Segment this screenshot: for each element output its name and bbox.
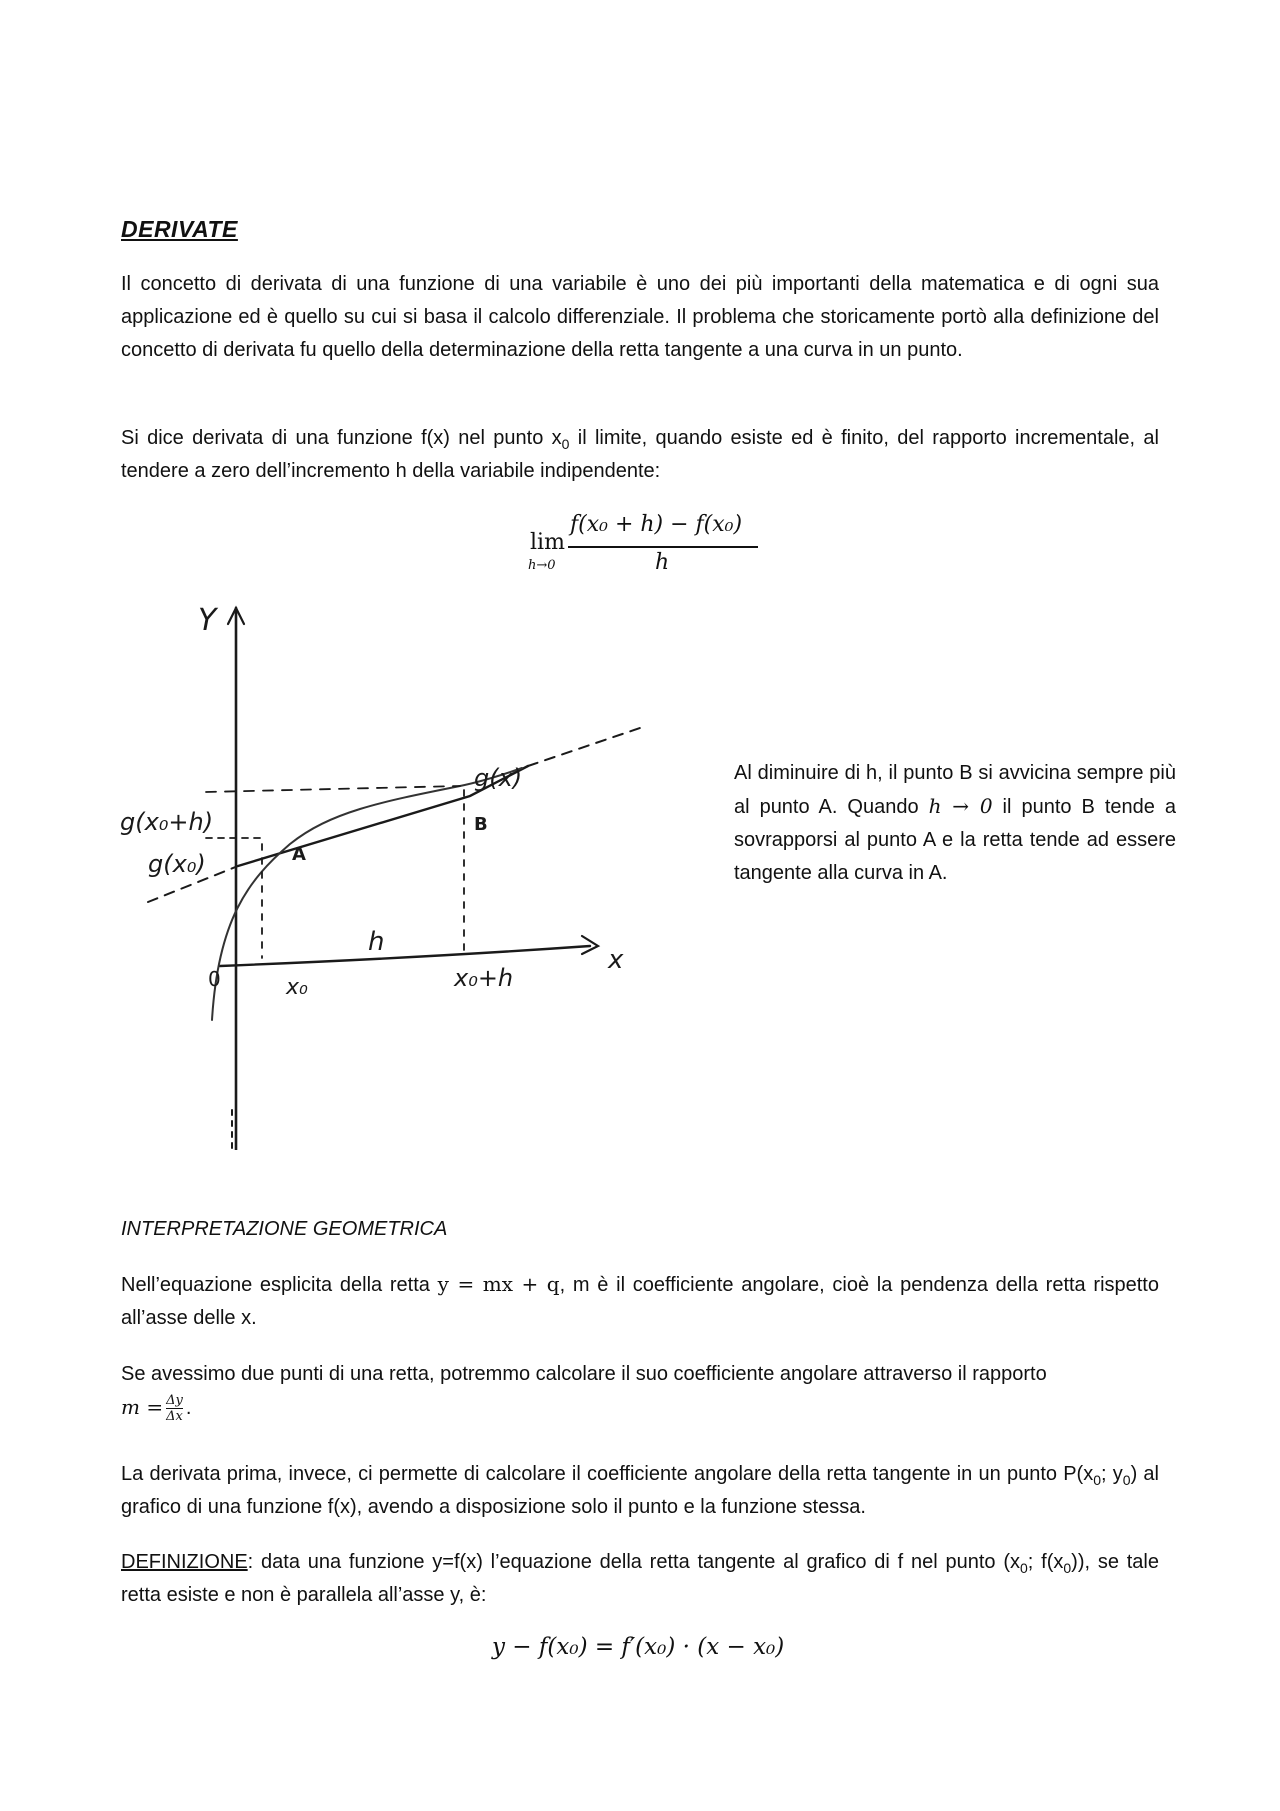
tangent-definition-sub2: 0 [1063, 1560, 1072, 1576]
intro-paragraph: Il concetto di derivata di una funzione di una variabile è uno dei più importanti della matematica e di ogni sua applicazione ed è quello su cui si basa il calcolo differenziale. Il problema che storicamente portò alla definizione del concetto di derivata fu quello della determinazione della retta tangente a una curva in un punto. [121, 273, 1159, 361]
tangent-definition-part2: ; f(x [1027, 1551, 1064, 1573]
two-points-paragraph [121, 1358, 1159, 1425]
derivative-graph-figure [120, 590, 680, 1150]
fraction-bar [568, 546, 758, 548]
definition-subscript: 0 [561, 436, 570, 452]
explanation-math: h → 0 [928, 794, 993, 818]
x-axis-label: x [608, 945, 624, 975]
line-equation: y = mx + q [437, 1272, 560, 1296]
limit-numerator: f(x₀ + h) − f(x₀) [570, 512, 743, 537]
first-derivative-part1: La derivata prima, invece, ci permette di calcolare il coefficiente angolare della retta tangente in un punto P(x [121, 1463, 1094, 1485]
slope-text-after: , m è il coefficiente angolare, cioè la pendenza della retta rispetto all’asse delle x. [121, 1274, 1159, 1329]
slope-fraction-denominator: Δx [166, 1409, 183, 1425]
x0-plus-h-tick-label: x₀+h [454, 964, 514, 992]
limit-denominator: h [655, 550, 670, 575]
tangent-definition-part3: )), se tale retta esiste e non è parallela all’asse y, è: [121, 1551, 1159, 1606]
x0-tick-label: x₀ [286, 975, 308, 1000]
slope-lhs: m = [121, 1395, 164, 1419]
tangent-definition-part1: : data una funzione y=f(x) l’equazione della retta tangente al grafico di f nel punto (x [247, 1551, 1020, 1573]
slope-fraction [166, 1393, 183, 1424]
tangent-definition-sub1: 0 [1020, 1560, 1028, 1576]
definition-text-before: Si dice derivata di una funzione f(x) nel punto x [121, 427, 562, 449]
first-derivative-sub1: 0 [1093, 1472, 1101, 1488]
tangent-definition-paragraph [121, 1546, 1159, 1612]
section-heading: INTERPRETAZIONE GEOMETRICA [121, 1218, 448, 1240]
explanation-part2: il punto B tende a sovrapporsi al punto A e la retta tende ad essere tangente alla curva in A. [734, 796, 1177, 884]
slope-text-before: Nell’equazione esplicita della retta [121, 1274, 438, 1296]
f-x0-label: g(x₀) [148, 850, 206, 878]
f-x0-plus-h-label: g(x₀+h) [120, 808, 214, 836]
x-axis [220, 946, 590, 966]
point-b-label: B [474, 814, 488, 835]
two-points-text: Se avessimo due punti di una retta, potremmo calcolare il suo coefficiente angolare attraverso il rapporto [121, 1363, 1047, 1385]
first-derivative-part3: ) al grafico di una funzione f(x), avendo a disposizione solo il punto e la funzione stessa. [121, 1463, 1159, 1518]
increment-h-label: h [368, 927, 385, 957]
explanation-part1: Al diminuire di h, il punto B si avvicina sempre più al punto A. Quando [734, 762, 1176, 818]
first-derivative-paragraph [121, 1458, 1159, 1524]
limit-subscript: h→0 [528, 558, 556, 573]
first-derivative-sub2: 0 [1122, 1472, 1131, 1488]
slope-period: . [185, 1397, 192, 1419]
function-label: g(x) [474, 764, 523, 792]
slope-fraction-numerator: Δy [166, 1393, 183, 1409]
definition-text-after: il limite, quando esiste ed è finito, del rapporto incrementale, al tendere a zero dell’incremento h della variabile indipendente: [121, 427, 1159, 482]
secant-line-dashed-right [528, 728, 640, 766]
derivative-definition-paragraph [121, 422, 1159, 488]
page-title: DERIVATE [121, 216, 238, 242]
tangent-line-equation: y − f(x₀) = f′(x₀) · (x − x₀) [492, 1634, 785, 1660]
limit-word: lim [530, 530, 565, 555]
origin-label: 0 [208, 967, 221, 991]
slope-paragraph [121, 1268, 1159, 1335]
y-axis-label: Y [198, 603, 217, 638]
first-derivative-part2: ; y [1101, 1463, 1123, 1485]
limit-formula [520, 506, 760, 576]
dashed-horizontal-b [206, 786, 460, 792]
point-a-label: A [292, 844, 306, 865]
figure-explanation-text [734, 757, 1176, 890]
definition-label: DEFINIZIONE [121, 1551, 248, 1573]
